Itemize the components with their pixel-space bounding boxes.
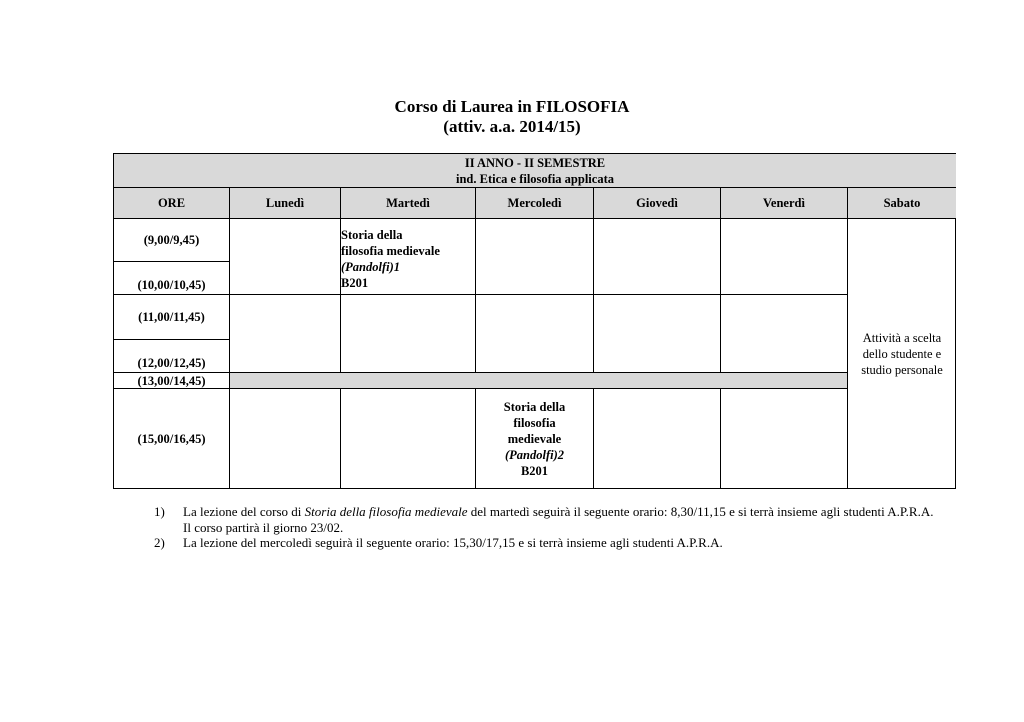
course-room: B201 [520, 464, 549, 478]
slot-cell [721, 219, 848, 295]
footnote-text [183, 504, 944, 535]
course-title: Storia della [341, 228, 403, 242]
course-teacher: (Pandolfi)2 [504, 448, 565, 462]
slot-cell [594, 389, 721, 489]
page-title: Corso di Laurea in FILOSOFIA [394, 97, 630, 116]
saturday-text: studio personale [861, 363, 943, 377]
hour-cell: (10,00/10,45) [114, 262, 230, 295]
footnote-text-start: La lezione del corso di [183, 504, 305, 519]
column-header-venerdi: Venerdì [721, 188, 848, 219]
slot-cell [594, 219, 721, 295]
lunch-break-bar [230, 373, 848, 389]
hour-cell: (11,00/11,45) [114, 295, 230, 340]
course-cell-mercoledi [476, 389, 594, 489]
slot-cell [341, 295, 476, 373]
slot-cell [230, 295, 341, 373]
slot-cell [230, 219, 341, 295]
course-cell-martedi [341, 219, 476, 295]
footnote-number: 1) [154, 504, 165, 519]
footnotes [154, 504, 944, 551]
table-header [114, 154, 956, 188]
course-title: filosofia medievale [341, 244, 440, 258]
slot-cell [230, 389, 341, 489]
track-header: ind. Etica e filosofia applicata [456, 171, 614, 186]
course-room: B201 [341, 276, 369, 290]
slot-cell [721, 389, 848, 489]
hour-cell: (12,00/12,45) [114, 340, 230, 373]
hour-cell: (13,00/14,45) [114, 373, 230, 389]
saturday-activity-cell [848, 219, 956, 489]
year-header: II ANNO - II SEMESTRE [464, 155, 606, 170]
slot-cell [721, 295, 848, 373]
slot-cell [476, 219, 594, 295]
course-teacher: (Pandolfi)1 [341, 260, 401, 274]
footnote-course-name: Storia della filosofia medievale [304, 504, 468, 519]
column-header-ore: ORE [114, 188, 230, 219]
slot-cell [594, 295, 721, 373]
column-header-lunedi: Lunedì [230, 188, 341, 219]
column-header-giovedi: Giovedì [594, 188, 721, 219]
footnote-2 [154, 535, 944, 551]
hour-cell: (9,00/9,45) [114, 219, 230, 262]
hour-cell: (15,00/16,45) [114, 389, 230, 489]
saturday-text: Attività a scelta [862, 331, 942, 345]
page-subtitle: (attiv. a.a. 2014/15) [443, 117, 581, 136]
column-header-martedi: Martedì [341, 188, 476, 219]
footnote-text-end: del martedì seguirà il seguente orario: 8,30/11,15 e si terrà insieme agli studenti A.P.R.A. Il corso partirà il giorno 23/02. [183, 504, 934, 535]
slot-cell [341, 389, 476, 489]
course-title: filosofia [513, 416, 556, 430]
column-header-mercoledi: Mercoledì [476, 188, 594, 219]
course-title: medievale [507, 432, 562, 446]
timetable [113, 153, 956, 489]
footnote-number: 2) [154, 535, 165, 550]
column-header-sabato: Sabato [848, 188, 956, 219]
course-title: Storia della [503, 400, 566, 414]
footnote-1 [154, 504, 944, 535]
saturday-text: dello studente e [862, 347, 942, 361]
slot-cell [476, 295, 594, 373]
footnote-text: La lezione del mercoledì seguirà il seguente orario: 15,30/17,15 e si terrà insieme agli studenti A.P.R.A. [183, 535, 723, 550]
